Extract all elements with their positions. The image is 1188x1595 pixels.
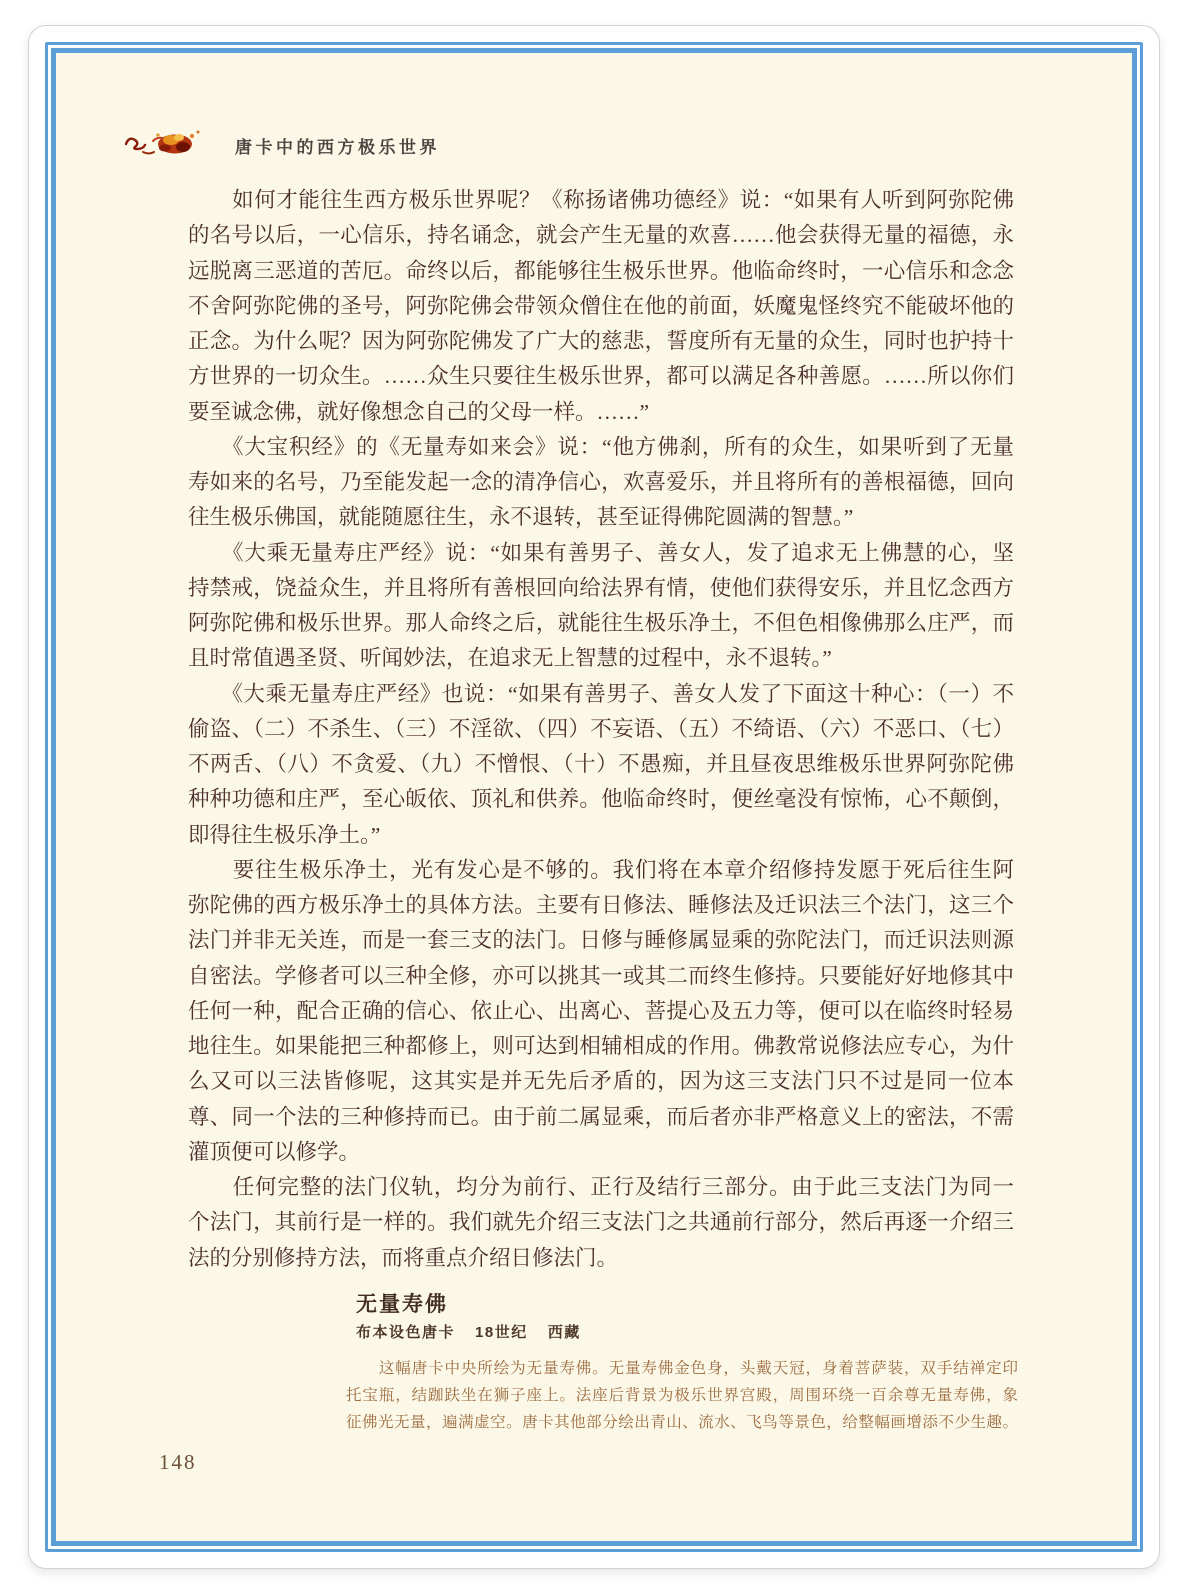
text-line: 《大宝积经》的《无量寿如来会》说：“他方佛刹，所有的众生，如果听到了无量 <box>188 434 1014 459</box>
caption-line: 这幅唐卡中央所绘为无量寿佛。无量寿佛金色身，头戴天冠，身着菩萨装，双手结禅定印 <box>346 1360 1018 1377</box>
text-line: 远脱离三恶道的苦厄。命终以后，都能够往生极乐世界。他临命终时，一心信乐和念念 <box>188 258 1014 283</box>
text-line: 《大乘无量寿庄严经》说：“如果有善男子、善女人，发了追求无上佛慧的心，坚 <box>188 540 1014 565</box>
text-line: 种种功德和庄严，至心皈依、顶礼和供养。他临命终时，便丝毫没有惊怖，心不颠倒， <box>188 787 1014 812</box>
text-line: 且时常值遇圣贤、听闻妙法，在追求无上智慧的过程中，永不退转。” <box>188 646 832 671</box>
text-line: 如何才能往生西方极乐世界呢？《称扬诸佛功德经》说：“如果有人听到阿弥陀佛 <box>188 188 1014 212</box>
text-line: 《大乘无量寿庄严经》也说：“如果有善男子、善女人发了下面这十种心：（一）不 <box>188 681 1014 706</box>
text-line: 正念。为什么呢？因为阿弥陀佛发了广大的慈悲，誓度所有无量的众生，同时也护持十 <box>188 329 1014 353</box>
text-line: 不舍阿弥陀佛的圣号，阿弥陀佛会带领众僧住在他的前面，妖魔鬼怪终究不能破坏他的 <box>188 293 1014 318</box>
text-line: 任何一种，配合正确的信心、依止心、出离心、菩提心及五力等，便可以在临终时轻易 <box>188 998 1014 1023</box>
body-text <box>188 183 1014 1276</box>
caption-line: 托宝瓶，结跏趺坐在狮子座上。法座后背景为极乐世界宫殿，周围环绕一百余尊无量寿佛，象 <box>346 1387 1018 1404</box>
caption-line: 征佛光无量，遍满虚空。唐卡其他部分绘出青山、流水、飞鸟等景色，给整幅画增添不少生趣。 <box>346 1414 1018 1431</box>
text-line: 弥陀佛的西方极乐净土的具体方法。主要有日修法、睡修法及迁识法三个法门，这三个 <box>188 893 1014 917</box>
text-line: 寿如来的名号，乃至能发起一念的清净信心，欢喜爱乐，并且将所有的善根福德，回向 <box>188 470 1014 494</box>
text-line: 阿弥陀佛和极乐世界。那人命终之后，就能往生极乐净土，不但色相像佛那么庄严，而 <box>188 611 1014 635</box>
text-line: 灌顶便可以修学。 <box>188 1139 361 1164</box>
figure-century: 18世纪 <box>475 1324 528 1341</box>
text-line: 往生极乐佛国，就能随愿往生，永不退转，甚至证得佛陀圆满的智慧。” <box>188 505 854 530</box>
figure-region: 西藏 <box>547 1324 581 1341</box>
text-line: 法的分别修持方法，而将重点介绍日修法门。 <box>188 1245 619 1270</box>
text-line: 法门并非无关连，而是一套三支的法门。日修与睡修属显乘的弥陀法门，而迁识法则源 <box>188 928 1014 953</box>
text-line: 地往生。如果能把三种都修上，则可达到相辅相成的作用。佛教常说修法应专心，为什 <box>188 1034 1014 1058</box>
running-head-title: 唐卡中的西方极乐世界 <box>235 138 440 157</box>
dragon-ornament-icon <box>123 128 215 158</box>
text-line: 方世界的一切众生。……众生只要往生极乐世界，都可以满足各种善愿。……所以你们 <box>188 364 1014 389</box>
figure-subtitle <box>356 1321 581 1342</box>
text-line: 即得往生极乐净土。” <box>188 822 381 847</box>
text-line: 任何完整的法门仪轨，均分为前行、正行及结行三部分。由于此三支法门为同一 <box>188 1175 1014 1199</box>
text-line: 个法门，其前行是一样的。我们就先介绍三支法门之共通前行部分，然后再逐一介绍三 <box>188 1210 1014 1235</box>
page-card <box>28 25 1160 1569</box>
text-line: 么又可以三法皆修呢，这其实是并无先后矛盾的，因为这三支法门只不过是同一位本 <box>188 1069 1014 1094</box>
figure-caption <box>346 1355 1018 1436</box>
text-line: 持禁戒，饶益众生，并且将所有善根回向给法界有情，使他们获得安乐，并且忆念西方 <box>188 575 1014 600</box>
text-line: 尊、同一个法的三种修持而已。由于前二属显乘，而后者亦非严格意义上的密法，不需 <box>188 1104 1014 1129</box>
page-number: 148 <box>159 1450 197 1474</box>
text-line: 要至诚念佛，就好像想念自己的父母一样。……” <box>188 399 650 424</box>
figure-title: 无量寿佛 <box>356 1293 448 1316</box>
text-line: 要往生极乐净土，光有发心是不够的。我们将在本章介绍修持发愿于死后往生阿 <box>188 857 1014 882</box>
page-header <box>123 124 440 158</box>
text-line: 的名号以后，一心信乐，持名诵念，就会产生无量的欢喜……他会获得无量的福德，永 <box>188 223 1014 248</box>
text-line: 自密法。学修者可以三种全修，亦可以挑其一或其二而终生修持。只要能好好地修其中 <box>188 963 1014 988</box>
text-line: 不两舌、（八）不贪爱、（九）不憎恨、（十）不愚痴，并且昼夜思维极乐世界阿弥陀佛 <box>188 752 1014 776</box>
text-line: 偷盗、（二）不杀生、（三）不淫欲、（四）不妄语、（五）不绮语、（六）不恶口、（七） <box>188 716 1014 741</box>
figure-medium: 布本设色唐卡 <box>356 1324 456 1341</box>
